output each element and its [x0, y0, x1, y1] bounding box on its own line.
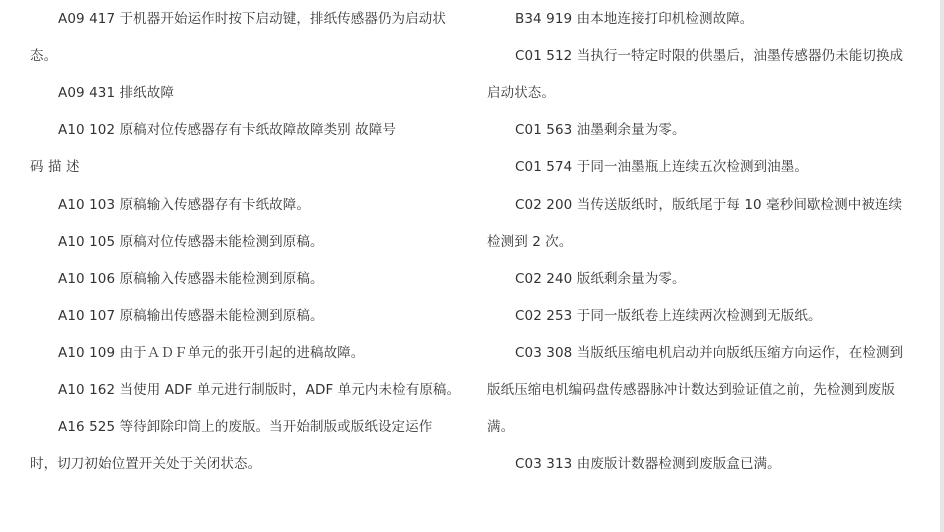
- right-column-line: C03 313 由废版计数器检测到废版盒已满。: [515, 456, 781, 472]
- right-column-line: C02 253 于同一版纸卷上连续两次检测到无版纸。: [515, 308, 822, 324]
- left-column-line: 态。: [30, 48, 58, 64]
- right-column-line: B34 919 由本地连接打印机检测故障。: [515, 11, 754, 27]
- right-column-line: C02 240 版纸剩余量为零。: [515, 271, 686, 287]
- left-column-line: A10 109 由于ＡＤＦ单元的张开引起的进稿故障。: [58, 345, 365, 361]
- left-column-line: A10 107 原稿输出传感器未能检测到原稿。: [58, 308, 324, 324]
- right-column-line: C01 512 当执行一特定时限的供墨后，油墨传感器仍未能切换成: [515, 48, 904, 64]
- right-column-line: 版纸压缩电机编码盘传感器脉冲计数达到验证值之前，先检测到废版: [487, 382, 895, 398]
- right-column-line: C01 563 油墨剩余量为零。: [515, 122, 686, 138]
- left-column-line: A10 162 当使用 ADF 单元进行制版时，ADF 单元内未检有原稿。: [58, 382, 461, 398]
- left-column-line: A09 431 排纸故障: [58, 85, 174, 101]
- left-column-line: 码 描 述: [30, 159, 80, 175]
- right-column-line: 启动状态。: [487, 85, 555, 101]
- left-column-line: A10 103 原稿输入传感器存有卡纸故障。: [58, 197, 310, 213]
- right-column-line: C01 574 于同一油墨瓶上连续五次检测到油墨。: [515, 159, 808, 175]
- left-column-line: A10 105 原稿对位传感器未能检测到原稿。: [58, 234, 324, 250]
- right-column-line: 满。: [487, 419, 515, 435]
- left-column-line: A16 525 等待卸除印筒上的废版。当开始制版或版纸设定运作: [58, 419, 433, 435]
- left-column-line: A09 417 于机器开始运作时按下启动键，排纸传感器仍为启动状: [58, 11, 446, 27]
- left-column-line: A10 106 原稿输入传感器未能检测到原稿。: [58, 271, 324, 287]
- page-edge-divider: [940, 0, 944, 532]
- right-column-line: C03 308 当版纸压缩电机启动并向版纸压缩方向运作，在检测到: [515, 345, 904, 361]
- left-column-line: A10 102 原稿对位传感器存有卡纸故障故障类别 故障号: [58, 122, 396, 138]
- right-column-line: 检测到 2 次。: [487, 234, 573, 250]
- left-column-line: 时，切刀初始位置开关处于关闭状态。: [30, 456, 262, 472]
- right-column-line: C02 200 当传送版纸时，版纸尾于每 10 毫秒间歇检测中被连续: [515, 197, 903, 213]
